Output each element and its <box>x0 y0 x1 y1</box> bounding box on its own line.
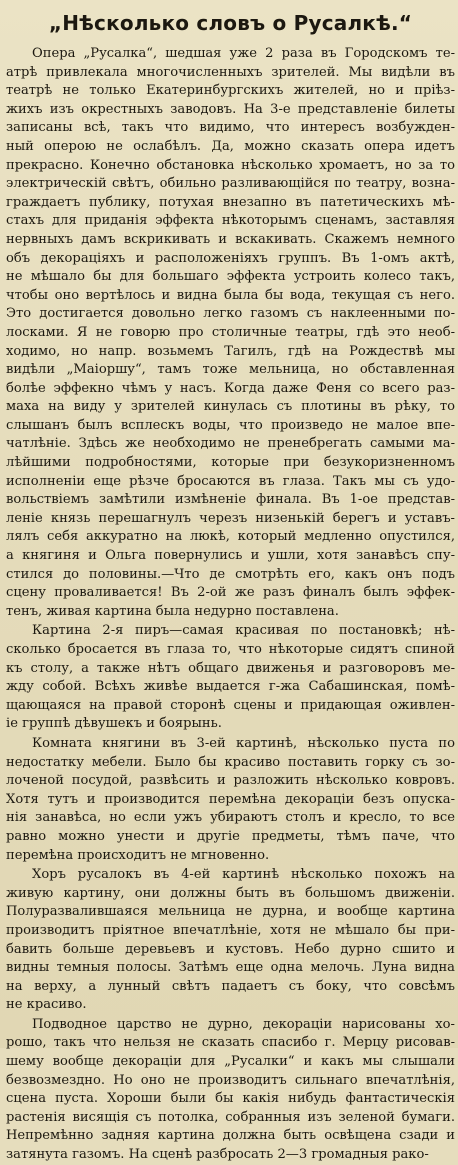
text-line: не красиво. <box>6 997 87 1013</box>
text-line: стился до половины.—Что де смотрѣть его, какъ онъ подъ <box>6 566 455 582</box>
text-line: Подводное царство не дурно, декораціи нарисованы хо- <box>32 1016 455 1032</box>
text-line: прекрасно. Конечно обстановка нѣсколько хромаетъ, но за то <box>6 157 455 173</box>
text-line: перемѣна происходитъ не мгновенно. <box>6 847 270 863</box>
text-line: Хотя тутъ и производится перемѣна декораціи безъ опуска- <box>6 791 455 807</box>
text-line: лоченой посудой, развѣсить и разложить нѣсколько ковровъ. <box>6 773 455 789</box>
text-line: іе группѣ дѣвушекъ и боярынь. <box>6 716 222 732</box>
text-line: театрѣ не только Екатеринбургскихъ жителей, но и пріѣз- <box>6 83 455 99</box>
paragraph-underwater-kingdom <box>6 1016 455 1165</box>
text-line: Хоръ русалокъ въ 4-ей картинѣ нѣсколько похожъ на <box>32 867 455 883</box>
text-line: сцена пуста. Хороши были бы какія нибудь фантастическія <box>6 1091 455 1107</box>
text-line: ходимо, но напр. возьмемъ Тагилъ, гдѣ на Рождествѣ мы <box>6 343 455 359</box>
text-line: болѣе эффекно чѣмъ у насъ. Когда даже Феня со всего раз- <box>6 380 455 396</box>
paragraph-princess-room <box>6 735 455 865</box>
text-line: нія занавѣса, но если ужъ убираютъ столъ и кресло, то все <box>6 810 455 826</box>
text-line: лосками. Я не говорю про столичные театры, гдѣ это необ- <box>6 324 455 340</box>
text-line: Непремѣнно задняя картина должна быть освѣщена сзади и <box>6 1128 455 1144</box>
text-line: лялъ себя аккуратно на люкѣ, который медленно опустился, <box>6 529 455 545</box>
text-line: производитъ пріятное впечатлѣніе, хотя не мѣшало бы при- <box>6 922 455 938</box>
text-line: видны темныя полосы. Затѣмъ еще одна мелочь. Луна видна <box>6 960 455 976</box>
text-line: записаны всѣ, такъ что видимо, что интересъ возбужден- <box>6 120 455 136</box>
text-line: Полуразвалившаяся мельница не дурна, и вообще картина <box>6 904 455 920</box>
text-line: электрическій свѣтъ, обильно разливающійся по театру, возна- <box>6 176 455 192</box>
text-line: Комната княгини въ 3-ей картинѣ, нѣсколько пуста по <box>32 735 455 751</box>
text-line: объ декораціяхъ и расположеніяхъ группъ. Въ 1-омъ актѣ, <box>6 250 455 266</box>
text-line: нервныхъ дамъ вскрикивать и вскакивать. Скажемъ немного <box>6 231 455 247</box>
text-line: жду собой. Всѣхъ живѣе выдается г-жа Сабашинская, помѣ- <box>6 679 455 695</box>
text-line: на верху, а лунный свѣтъ падаетъ съ боку, что совсѣмъ <box>6 978 455 994</box>
text-line: безвозмездно. Но оно не производитъ сильнаго впечатлѣнія, <box>6 1072 455 1088</box>
text-line: атрѣ привлекала многочисленныхъ зрителей. Мы видѣли въ <box>6 64 455 80</box>
text-line: равно можно унести и другіе предметы, тѣмъ паче, что <box>6 828 455 844</box>
text-line: растенія висящія съ потолка, собранныя изъ зеленой бумаги. <box>6 1109 455 1125</box>
text-line: шему вообще декораціи для „Русалки“ и какъ мы слышали <box>6 1054 455 1070</box>
text-line: вольствіемъ замѣтили измѣненіе финала. Въ 1-ое представ- <box>6 492 455 508</box>
text-line: ный оперою не ослабѣлъ. Да, можно сказать опера идетъ <box>6 138 455 154</box>
text-line: а княгиня и Ольга повернулись и ушли, хотя занавѣсъ спу- <box>6 548 455 564</box>
text-line: Это достигается довольно легко газомъ съ наклеенными по- <box>6 306 455 322</box>
text-line: маха на виду у зрителей кинулась съ плотины въ рѣку, то <box>6 399 455 415</box>
text-line: граждаетъ публику, потухая внезапно въ патетическихъ мѣ- <box>6 194 455 210</box>
text-line: чтобы оно вертѣлось и видна была бы вода, текущая съ него. <box>6 287 455 303</box>
text-line: видѣли „Маіоршу“, тамъ тоже мельница, но обставленная <box>6 362 455 378</box>
text-line: рошо, такъ что нельзя не сказать спасибо г. Мерцу рисовав- <box>6 1035 455 1051</box>
text-line: Опера „Русалка“, шедшая уже 2 раза въ Городскомъ те- <box>32 46 455 61</box>
text-line: стахъ для приданія эффекта нѣкоторымъ сценамъ, заставляя <box>6 213 455 229</box>
text-line: Картина 2-я пиръ—самая красивая по постановкѣ; нѣ- <box>32 623 455 639</box>
text-line: живую картину, они должны быть въ большомъ движеніи. <box>6 885 455 901</box>
text-line: чатлѣніе. Здѣсь же необходимо не пренебрегать самыми ма- <box>6 436 455 452</box>
text-line: щающаяся на правой сторонѣ сцены и придающая оживлен- <box>6 697 455 713</box>
paragraph-mermaid-chorus <box>6 866 455 1015</box>
paragraph-feast-scene <box>6 622 455 734</box>
text-line: сцену проваливается! Въ 2-ой же разъ финалъ былъ эффек- <box>6 585 455 601</box>
article-title: „Нѣсколько словъ о Русалкѣ.“ <box>48 11 413 35</box>
text-line: лѣйшими подробностями, которые при безукоризненномъ <box>6 455 455 471</box>
text-line: къ столу, а также нѣтъ общаго движенья и разговоровъ ме- <box>6 660 455 676</box>
text-line: жихъ изъ окрестныхъ заводовъ. На 3-е представленіе билеты <box>6 101 455 117</box>
text-line: слышанъ былъ всплескъ воды, что произведо не малое впе- <box>6 417 455 433</box>
text-line: бавить больше деревьевъ и кустовъ. Небо дурно сшито и <box>6 941 455 957</box>
paragraph-opera-intro <box>6 45 455 621</box>
text-line: леніе князь перешагнулъ черезъ низенькій берегъ и уставъ- <box>6 510 455 526</box>
text-line: исполненіи еще рѣзче бросаются въ глаза. Такъ мы съ удо- <box>6 473 455 489</box>
text-line: не мѣшало бы для большаго эффекта устроить колесо такъ, <box>6 269 455 285</box>
text-line: затянута газомъ. На сценѣ разбросать 2—3 громадныя рако- <box>6 1147 429 1163</box>
text-line: сколько бросается въ глаза то, что нѣкоторые сидятъ спиной <box>6 642 455 657</box>
text-line: недостатку мебели. Было бы красиво поставить горку съ зо- <box>6 754 455 770</box>
text-line: тенъ, живая картина была недурно поставлена. <box>6 603 339 619</box>
